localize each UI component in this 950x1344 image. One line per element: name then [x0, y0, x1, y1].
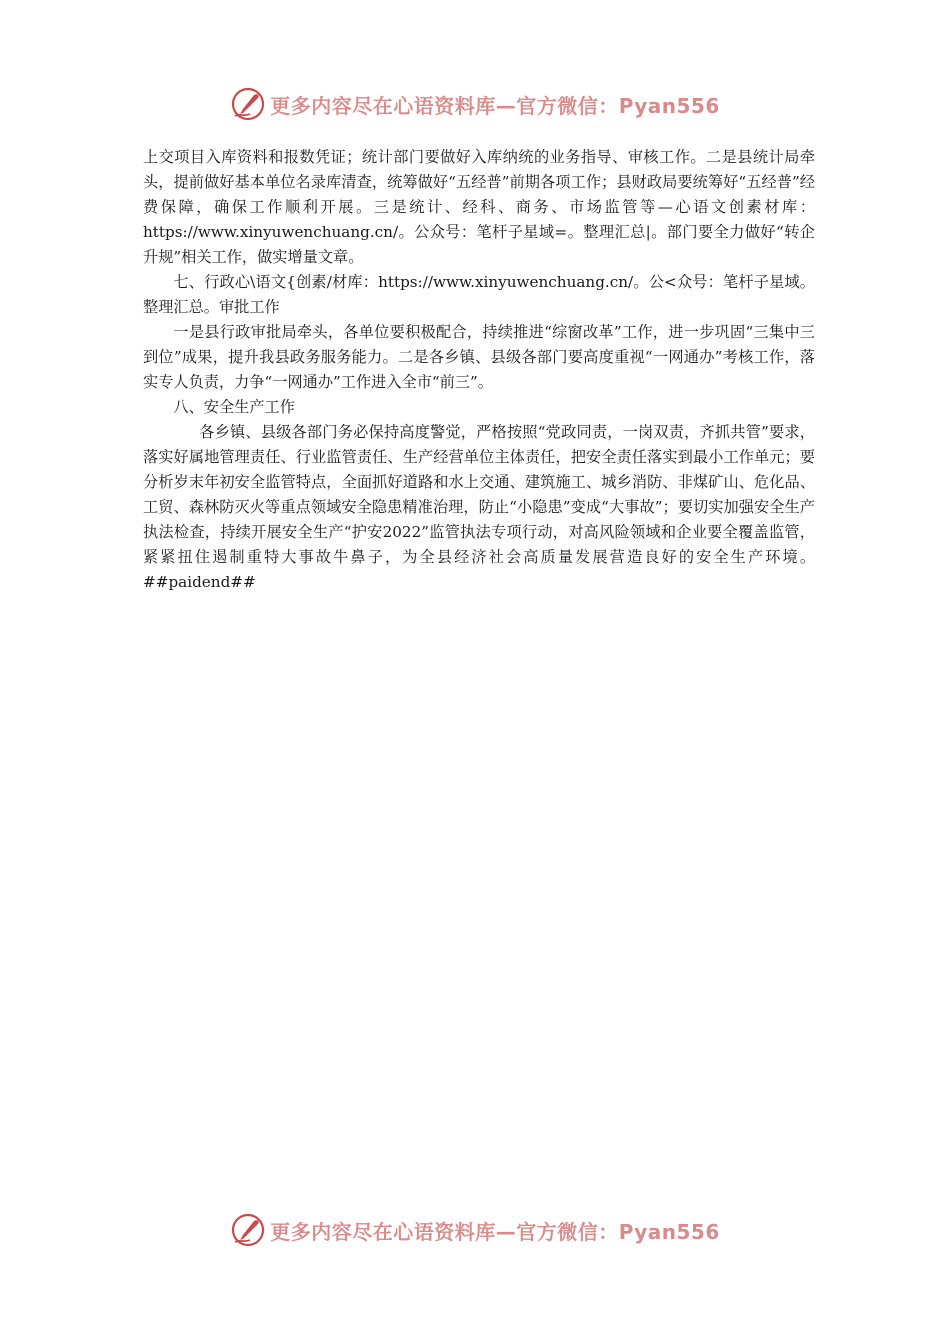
paragraph-administrative-approval: 一是县行政审批局牵头，各单位要积极配合，持续推进“综窗改革”工作，进一步巩固“三集中三到位”成果，提升我县政务服务能力。二是各乡镇、县级各部门要高度重视“一网通办”考核工作，落实专人负责，力争“一网通办”工作进入全市“前三”。 [143, 323, 815, 391]
section-heading-administrative-approval: 七、行政心\语文{创素/材库：https://www.xinyuwenchuang.cn/。公<众号：笔杆子星域。整理汇总。审批工作 [143, 273, 815, 316]
watermark-text: 更多内容尽在心语资料库—官方微信：Pyan556 [270, 93, 720, 118]
paragraph-safety-production: 各乡镇、县级各部门务必保持高度警觉，严格按照“党政同责，一岗双责，齐抓共管”要求，落实好属地管理责任、行业监管责任、生产经营单位主体责任，把安全责任落实到最小工作单元；要分析岁末年初安全监管特点，全面抓好道路和水上交通、建筑施工、城乡消防、非煤矿山、危化品、工贸、森林防灭火等重点领域安全隐患精准治理，防止“小隐患”变成“大事故”；要切实加强安全生产执法检查，持续开展安全生产“护安2022”监管执法专项行动，对高风险领域和企业要全覆盖监管，紧紧扭住遏制重特大事故牛鼻子，为全县经济社会高质量发展营造良好的安全生产环境。 ##paidend## [143, 423, 815, 591]
quill-pen-logo-icon [230, 1212, 266, 1248]
watermark-text: 更多内容尽在心语资料库—官方微信：Pyan556 [270, 1219, 720, 1244]
section-heading-safety-production: 八、安全生产工作 [173, 398, 295, 416]
header-watermark-banner [0, 82, 950, 126]
quill-pen-logo-icon [230, 86, 266, 122]
footer-watermark-banner [0, 1208, 950, 1252]
paragraph-statistics-continued: 上交项目入库资料和报数凭证；统计部门要做好入库纳统的业务指导、审核工作。二是县统计局牵头，提前做好基本单位名录库清查，统筹做好“五经普”前期各项工作；县财政局要统筹好“五经普”经费保障，确保工作顺利开展。三是统计、经科、商务、市场监管等—心语文创素材库：https://www.xinyuwenchuang.cn/。公众号：笔杆子星域=。整理汇总|。部门要全力做好“转企升规”相关工作，做实增量文章。 [143, 148, 815, 266]
document-body [143, 145, 815, 595]
